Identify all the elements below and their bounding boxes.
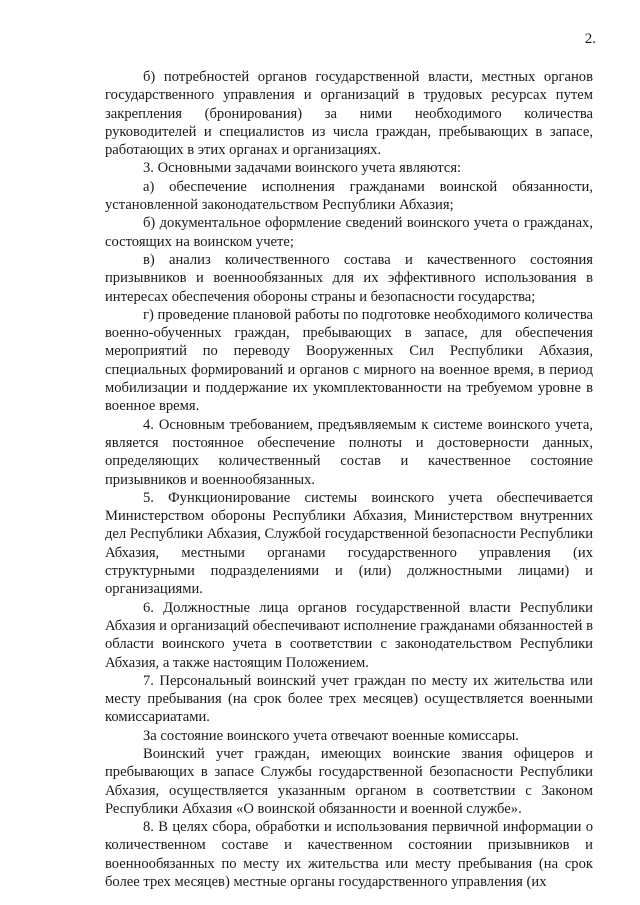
document-body [105,68,593,891]
paragraph-3v: в) анализ количественного состава и качественного состояния призывников и военнообязанных для их эффективного использования в интересах обеспечения обороны страны и безопасности государства; [105,251,593,305]
page-number: 2. [584,31,596,47]
paragraph-3-tasks: 3. Основными задачами воинского учета являются: [143,160,462,177]
paragraph-4: 4. Основным требованием, предъявляемым к системе воинского учета, является постоянное обеспечение полноты и достоверности данных, определяющих количественный состав и качественное состояние призывников и военнообязанных. [105,416,593,488]
paragraph-3g: г) проведение плановой работы по подготовке необходимого количества военно-обученных граждан, пребывающих в запасе, для обеспечения мероприятий по переводу Вооруженных Сил Республики Абхазия, специальных формирований и органов с мирного на военное время, в период мобилизации и поддержание их укомплектованности на требуемом уровне в военное время. [105,306,593,415]
paragraph-3b: б) документальное оформление сведений воинского учета о гражданах, состоящих на воинском учете; [105,215,593,250]
paragraph-5: 5. Функционирование системы воинского учета обеспечивается Министерством обороны Республики Абхазия, Министерством внутренних дел Республики Абхазия, Службой государственной безопасности Республики Абхазия, местными органами государственного управления (их структурными подразделениями и (или) должностными лицами) и организациями. [105,489,593,598]
paragraph-7-officers: Воинский учет граждан, имеющих воинские звания офицеров и пребывающих в запасе Службы государственной безопасности Республики Абхазия, осуществляется указанным органом в соответствии с Законом Республики Абхазия «О воинской обязанности и военной службе». [105,745,593,817]
paragraph-8: 8. В целях сбора, обработки и использования первичной информации о количественном составе и качественном состоянии призывников и военнообязанных по месту их жительства или месту пребывания (на срок более трех месяцев) местные органы государственного управления (их [105,819,593,891]
paragraph-3a: а) обеспечение исполнения гражданами воинской обязанности, установленной законодательством Республики Абхазия; [105,178,593,214]
paragraph-7-commissars: За состояние воинского учета отвечают военные комиссары. [143,727,519,744]
paragraph-7: 7. Персональный воинский учет граждан по месту их жительства или месту пребывания (на срок более трех месяцев) осуществляется военными комиссариатами. [105,672,593,726]
paragraph-6: 6. Должностные лица органов государственной власти Республики Абхазия и организаций обеспечивают исполнение гражданами обязанностей в области воинского учета в соответствии с законодательством Республики Абхазия, а также настоящим Положением. [105,599,593,671]
paragraph-b-needs: б) потребностей органов государственной власти, местных органов государственного управления и организаций в трудовых ресурсах путем закрепления (бронирования) за ними необходимого количества руководителей и специалистов из числа граждан, пребывающих в запасе, работающих в этих органах и организациях. [105,69,593,159]
